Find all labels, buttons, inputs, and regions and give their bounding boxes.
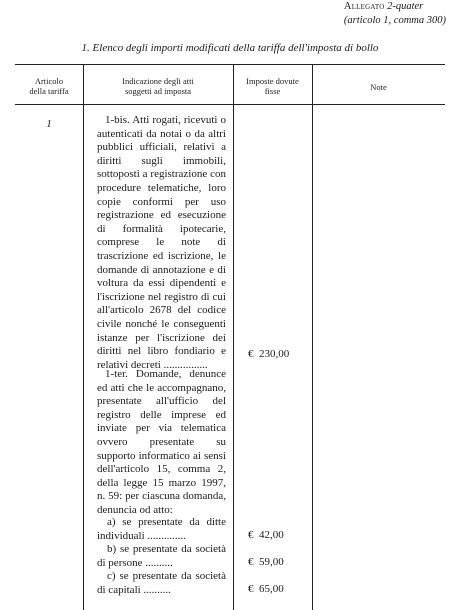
list-title-text: Elenco degli importi modificati della tariffa dell'imposta di bollo xyxy=(92,42,379,54)
entry-amount: € 230,00 xyxy=(248,348,290,360)
entry-text: b) se presentate da società di persone .......... xyxy=(97,543,226,569)
entry-text: 1-ter. Domande, denunce ed atti che le accompagnano, presentate all'ufficio del registro delle imprese ed inviate per via telematica ovvero presentate su supporto informatico ai sensi dell'articolo 15, comma 2, della legge 15 marzo 1997, n. 59: per ciascuna domanda, denuncia od atto: xyxy=(97,368,226,516)
annex-header xyxy=(344,0,446,28)
annex-label: Allegato xyxy=(343,1,385,12)
entry-b xyxy=(97,543,226,570)
table-header-rule xyxy=(15,104,445,105)
column-header-fixed-duty: Imposte dovute fisse xyxy=(246,76,299,96)
tariff-table xyxy=(15,64,445,610)
column-divider xyxy=(83,64,84,610)
annex-article-ref: (articolo 1, comma 300) xyxy=(343,15,446,26)
entry-1-ter xyxy=(97,368,226,518)
entry-c xyxy=(97,570,226,597)
entry-1-bis xyxy=(97,114,226,372)
annex-number: 2-quater xyxy=(387,1,424,12)
column-header-description: Indicazione degli atti soggetti ad imposta xyxy=(122,76,194,96)
entry-a xyxy=(97,516,226,543)
list-title xyxy=(0,42,460,54)
list-number: 1. xyxy=(81,42,90,54)
entry-text: 1-bis. Atti rogati, ricevuti o autenticati da notai o da altri pubblici ufficiali, relativi a diritti sugli immobili, sottoposti a registrazione con procedure telematiche, loro copie conformi per uso registrazione ed esecuzione di formalità ipotecarie, comprese le note di trascrizione ed iscrizione, le domande di annotazione e di voltura da essi dipendenti e l'iscrizione nel registro di cui all'articolo 2678 del codice civile nonché le conseguenti istanze per l'iscrizione dei diritti nel libro fondiario e relativi decreti ................ xyxy=(97,114,226,371)
article-number: 1 xyxy=(46,118,52,130)
entry-amount: € 42,00 xyxy=(248,529,284,541)
entry-text: c) se presentate da società di capitali .......... xyxy=(97,570,226,596)
column-header-notes: Note xyxy=(370,82,387,92)
table-top-rule xyxy=(15,64,445,65)
column-header-article: Articolo della tariffa xyxy=(29,76,69,96)
entry-amount: € 59,00 xyxy=(248,556,284,568)
entry-amount: € 65,00 xyxy=(248,583,284,595)
column-divider xyxy=(312,64,313,610)
entry-text: a) se presentate da ditte individuali .............. xyxy=(97,516,226,542)
column-divider xyxy=(233,64,234,610)
